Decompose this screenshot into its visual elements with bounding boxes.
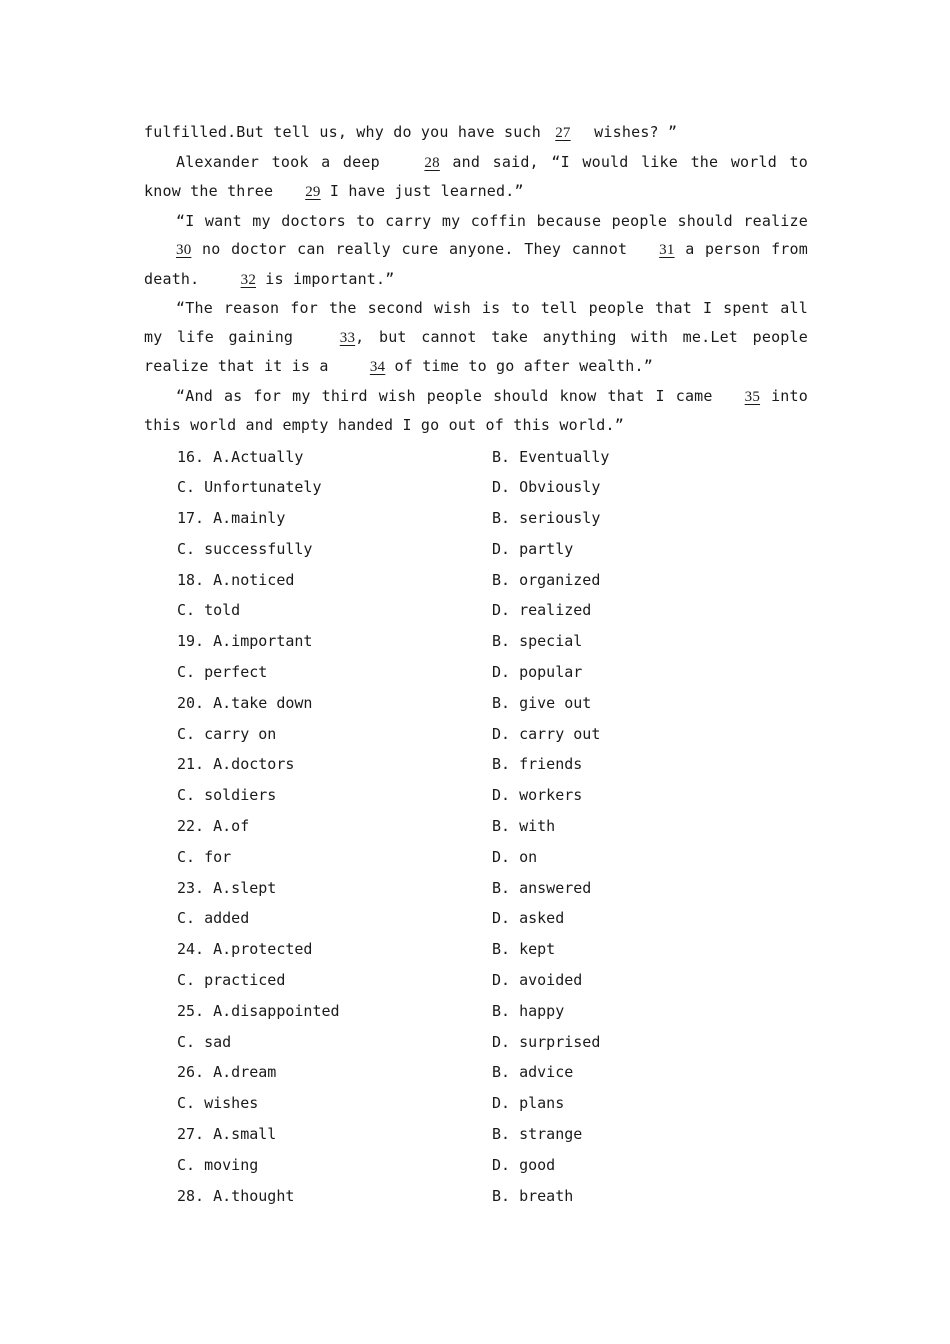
option-left: 22. A.of	[177, 817, 250, 836]
text: wishes? ”	[584, 123, 678, 141]
option-row	[144, 965, 808, 996]
option-right: D. avoided	[492, 971, 583, 990]
text: no doctor can really cure anyone. They cannot	[191, 240, 628, 258]
option-row	[144, 811, 808, 842]
option-right: B. breath	[492, 1186, 574, 1205]
option-right: B. kept	[492, 940, 556, 959]
option-left: 20. A.take down	[177, 693, 313, 712]
option-right: B. advice	[492, 1063, 574, 1082]
option-row	[144, 749, 808, 780]
text: I have just learned.”	[320, 182, 524, 200]
option-right: D. on	[492, 847, 538, 866]
text: “The reason for the second wish is to tell people that I spent all my life gaining	[144, 299, 808, 346]
option-row	[144, 688, 808, 719]
option-row	[144, 472, 808, 503]
option-row	[144, 996, 808, 1027]
blank-28: 28	[424, 154, 440, 171]
option-left: 19. A.important	[177, 632, 313, 651]
option-left: C. Unfortunately	[177, 478, 322, 497]
option-right: D. popular	[492, 663, 583, 682]
text: , but cannot take anything with me.Let people realize that it is a	[144, 327, 808, 375]
option-row	[144, 719, 808, 750]
paragraph-2	[144, 148, 808, 207]
cloze-passage	[144, 118, 808, 440]
blank-32: 32	[240, 271, 257, 288]
option-left: 28. A.thought	[177, 1186, 295, 1205]
option-left: 24. A.protected	[177, 940, 313, 959]
option-row	[144, 934, 808, 965]
option-row	[144, 1088, 808, 1119]
option-right: D. workers	[492, 786, 583, 805]
option-row	[144, 1057, 808, 1088]
option-right: B. Eventually	[492, 447, 610, 466]
option-right: B. strange	[492, 1125, 583, 1144]
text: is important.”	[256, 269, 395, 288]
option-right: B. answered	[492, 878, 592, 897]
option-left: 16. A.Actually	[177, 447, 304, 466]
option-row	[144, 780, 808, 811]
text: into this world and empty handed I go out of this world.”	[144, 386, 808, 434]
option-right: B. seriously	[492, 509, 601, 528]
option-row	[144, 565, 808, 596]
option-row	[144, 873, 808, 904]
option-right: B. give out	[492, 693, 592, 712]
option-left: C. perfect	[177, 663, 268, 682]
option-left: C. successfully	[177, 539, 313, 558]
option-row	[144, 657, 808, 688]
option-row	[144, 503, 808, 534]
option-row	[144, 442, 808, 473]
text: and said, “I would like the world to know the three	[144, 152, 808, 200]
option-right: D. surprised	[492, 1032, 601, 1051]
option-left: C. told	[177, 601, 241, 620]
option-row	[144, 1027, 808, 1058]
blank-34: 34	[369, 359, 386, 375]
option-left: 17. A.mainly	[177, 509, 286, 528]
option-row	[144, 842, 808, 873]
blank-27: 27	[555, 125, 571, 141]
option-right: D. Obviously	[492, 478, 601, 497]
blank-30: 30	[176, 242, 192, 258]
blank-29: 29	[305, 184, 321, 200]
option-left: C. for	[177, 847, 232, 866]
paragraph-1	[144, 118, 808, 148]
text: fulfilled.But tell us, why do you have such	[144, 123, 541, 141]
text: “And as for my third wish people should know that I came	[176, 386, 713, 405]
option-row	[144, 626, 808, 657]
text: of time to go after wealth.”	[385, 357, 653, 375]
option-right: D. good	[492, 1155, 556, 1174]
option-left: C. added	[177, 909, 250, 928]
option-left: 25. A.disappointed	[177, 1001, 340, 1020]
option-right: D. realized	[492, 601, 592, 620]
text: Alexander took a deep	[176, 152, 393, 171]
option-right: B. organized	[492, 570, 601, 589]
option-row	[144, 1119, 808, 1150]
option-right: B. friends	[492, 755, 583, 774]
option-right: B. special	[492, 632, 583, 651]
paragraph-4	[144, 294, 808, 382]
option-right: D. partly	[492, 539, 574, 558]
blank-31: 31	[659, 242, 675, 258]
option-right: D. carry out	[492, 724, 601, 743]
text: “I want my doctors to carry my coffin because people should realize	[176, 211, 808, 230]
option-left: 27. A.small	[177, 1125, 277, 1144]
option-right: D. asked	[492, 909, 565, 928]
option-left: 23. A.slept	[177, 878, 277, 897]
option-right: B. with	[492, 817, 556, 836]
option-row	[144, 1181, 808, 1212]
option-left: 18. A.noticed	[177, 570, 295, 589]
option-row	[144, 1150, 808, 1181]
document-page	[144, 118, 808, 1211]
option-left: C. practiced	[177, 971, 286, 990]
blank-33: 33	[339, 329, 356, 346]
option-row	[144, 595, 808, 626]
option-row	[144, 903, 808, 934]
answer-options	[144, 442, 808, 1212]
option-right: D. plans	[492, 1094, 565, 1113]
blank-35: 35	[744, 388, 761, 405]
paragraph-5	[144, 382, 808, 440]
option-left: C. soldiers	[177, 786, 277, 805]
text: a person from death.	[144, 240, 808, 288]
option-right: B. happy	[492, 1001, 565, 1020]
paragraph-3	[144, 207, 808, 295]
option-left: C. sad	[177, 1032, 232, 1051]
option-left: 21. A.doctors	[177, 755, 295, 774]
option-row	[144, 534, 808, 565]
option-left: 26. A.dream	[177, 1063, 277, 1082]
option-left: C. carry on	[177, 724, 277, 743]
option-left: C. wishes	[177, 1094, 259, 1113]
option-left: C. moving	[177, 1155, 259, 1174]
